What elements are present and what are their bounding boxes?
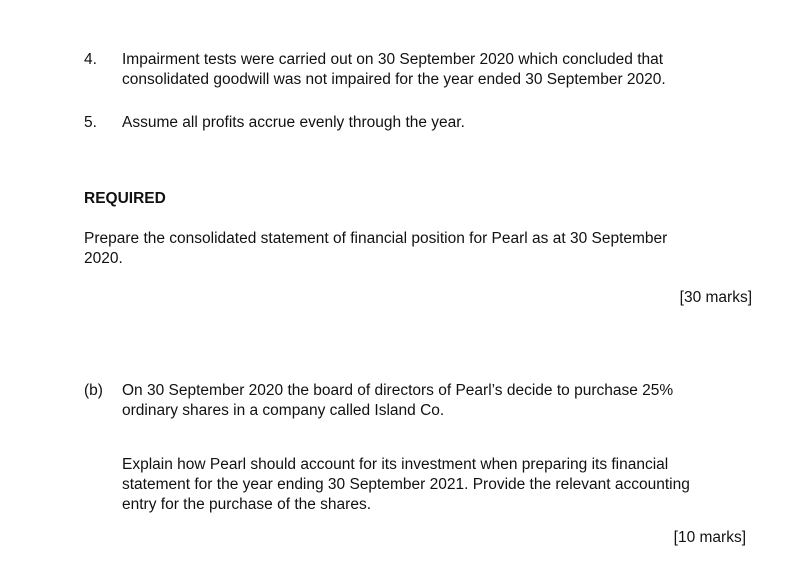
part-b-text-line: ordinary shares in a company called Island Co. xyxy=(122,402,445,419)
part-b-text-line: On 30 September 2020 the board of directors of Pearl’s decide to purchase 25% xyxy=(122,382,674,399)
note-text-line: consolidated goodwill was not impaired for the year ended 30 September 2020. xyxy=(122,71,666,88)
note-text-line: Impairment tests were carried out on 30 September 2020 which concluded that xyxy=(122,51,664,68)
part-b-text-line: statement for the year ending 30 September 2021. Provide the relevant accounting xyxy=(122,476,690,493)
required-text-line: 2020. xyxy=(84,250,123,267)
required-text-line: Prepare the consolidated statement of financial position for Pearl as at 30 September xyxy=(84,230,668,247)
note-number: 5. xyxy=(84,114,97,131)
required-heading: REQUIRED xyxy=(84,190,166,207)
part-b-text-line: Explain how Pearl should account for its investment when preparing its financial xyxy=(122,456,669,473)
marks-label: [30 marks] xyxy=(679,289,752,306)
note-text-line: Assume all profits accrue evenly through the year. xyxy=(122,114,465,131)
part-label: (b) xyxy=(84,382,103,399)
note-number: 4. xyxy=(84,51,97,68)
marks-label: [10 marks] xyxy=(673,529,746,546)
part-b-text-line: entry for the purchase of the shares. xyxy=(122,496,371,513)
